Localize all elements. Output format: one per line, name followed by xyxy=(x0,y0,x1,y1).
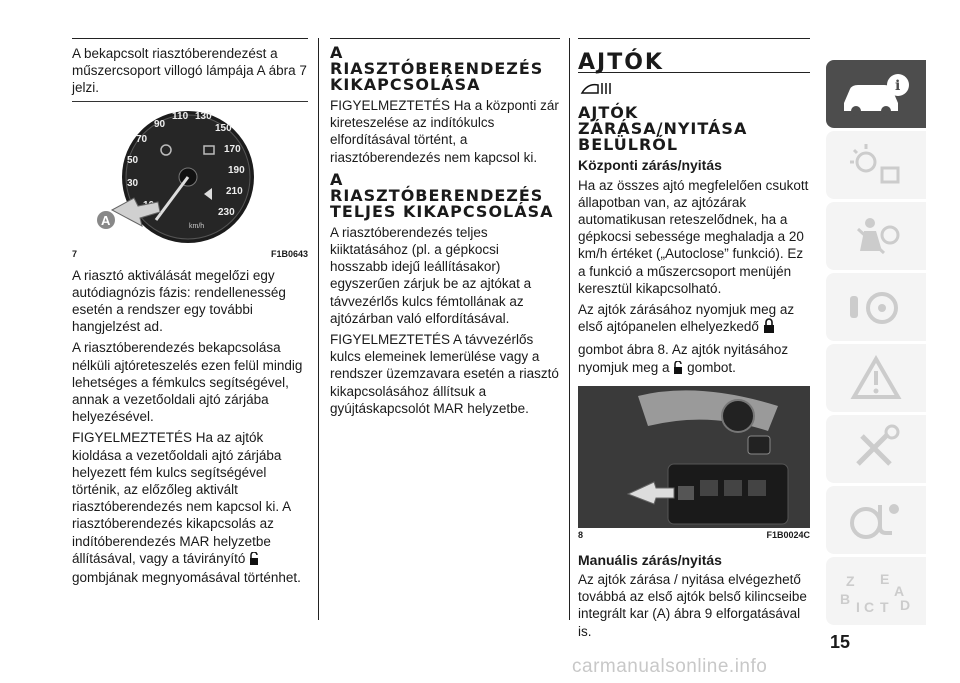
airbag-icon xyxy=(836,211,916,261)
subheading: Manuális zárás/nyitás xyxy=(578,551,722,568)
speed-label: 70 xyxy=(136,133,148,145)
tab-airbag[interactable] xyxy=(826,202,926,270)
index-letter: A xyxy=(894,583,905,599)
paragraph-text: gombjának megnyomásával történhet. xyxy=(72,570,301,586)
tab-key-steering[interactable] xyxy=(826,273,926,341)
speed-label: 30 xyxy=(127,177,139,189)
tab-index[interactable] xyxy=(826,557,926,625)
paragraph: Az ajtók zárása / nyitása elvégezhető továbbá az első ajtók belső kilincseibe integrált kar (A) ábra 9 elforgatásával is. xyxy=(578,572,807,639)
unlock-icon xyxy=(249,552,259,569)
subheading: Központi zárás/nyitás xyxy=(578,157,722,174)
paragraph: A riasztóberendezés teljes kiiktatásához (pl. a gépkocsi hosszabb idejű leállításakor) egyszerűen zárjuk be az ajtókat a távvezérlős kulcs fémtollának az ajtózárban való elfordításával. xyxy=(330,224,532,326)
speed-label: 90 xyxy=(154,118,166,130)
speed-label: 50 xyxy=(127,154,139,166)
paragraph: A riasztóberendezés bekapcsolása nélküli ajtóreteszelés ezen felül mindig lehetséges a fémkulcs segítségével, annak a vezetőoldali ajtó zárjába helyezésével. xyxy=(72,340,303,425)
col3-top-rule xyxy=(578,38,810,39)
separator-1 xyxy=(318,38,319,620)
speedometer-figure xyxy=(72,101,308,247)
warning-icon xyxy=(836,353,916,403)
tab-specs[interactable] xyxy=(826,486,926,554)
lights-icon xyxy=(836,140,916,190)
index-letter: B xyxy=(840,591,851,607)
figure-7-caption xyxy=(72,249,308,259)
footer-watermark: carmanualsonline.info xyxy=(572,656,768,677)
paragraph: A riasztó aktiválását megelőzi egy autódiagnózis fázis: rendellenesség esetén a rendszer egy további hangjelzést ad. xyxy=(72,267,286,335)
speed-label: 150 xyxy=(215,122,232,134)
intro-paragraph: A bekapcsolt riasztóberendezést a műszercsoport villogó lámpája A ábra 7 jelzi. xyxy=(72,46,307,96)
figure-code: F1B0024C xyxy=(766,529,810,540)
svg-text:i: i xyxy=(895,78,901,94)
car-info-icon xyxy=(836,69,916,119)
page-number: 15 xyxy=(830,632,851,652)
key-steering-icon xyxy=(836,282,916,332)
tab-lights[interactable] xyxy=(826,131,926,199)
speed-label: 110 xyxy=(172,110,189,122)
unlock-icon xyxy=(673,361,683,378)
col2-top-rule xyxy=(330,38,560,39)
lock-icon xyxy=(763,318,775,337)
tools-icon xyxy=(836,424,916,474)
paragraph-text: FIGYELMEZTETÉS Ha az ajtók kioldása a vezetőoldali ajtó zárjába helyezett fém kulcs segítségével történik, az előzőleg aktivált riasztóberendezés nem kapcsol ki. A riasztóberendezés kikapcsolás az indítóberendezés MAR helyzetbe állításával, vagy a távirányító xyxy=(72,430,291,566)
chapter-tabs xyxy=(826,60,926,628)
paragraph xyxy=(578,341,810,377)
marker-a: A xyxy=(101,212,111,228)
paragraph-text: gombot ábra 8. Az ajtók nyitásához nyomjuk meg a xyxy=(578,342,789,375)
speed-label: 170 xyxy=(224,143,241,155)
warning-paragraph xyxy=(72,429,308,586)
door-panel-photo xyxy=(578,386,810,528)
paragraph: FIGYELMEZTETÉS A távvezérlős kulcs elemeinek lemerülése vagy a rendszer üzemzavara esetén a riasztó kikapcsolásához állítsuk a gyújtáskapcsolót MAR helyzetbe. xyxy=(330,332,559,416)
index-letter: C xyxy=(864,599,875,615)
speedometer-drawing xyxy=(72,102,308,247)
col1-top-rule xyxy=(72,38,308,39)
tab-tools[interactable] xyxy=(826,415,926,483)
section-heading: AJTÓK ZÁRÁSA/NYITÁSA BELÜLRŐL xyxy=(578,103,748,155)
door-panel-drawing xyxy=(578,386,810,528)
index-icon xyxy=(836,566,916,616)
paragraph: FIGYELMEZTETÉS Ha a központi zár kireteszelése az indítókulcs elfordításával történt, a riasztóberendezés nem kapcsol ki. xyxy=(330,98,559,165)
index-letter: D xyxy=(900,597,911,613)
door-icon xyxy=(578,79,810,101)
figure-8-caption xyxy=(578,530,810,540)
section-heading: A RIASZTÓBERENDEZÉS KIKAPCSOLÁSA xyxy=(330,43,544,94)
tab-warning[interactable] xyxy=(826,344,926,412)
speed-label: 230 xyxy=(218,206,235,218)
separator-2 xyxy=(569,38,570,620)
paragraph-text: Az ajtók zárásához nyomjuk meg az első ajtópanelen elhelyezkedő xyxy=(578,302,795,335)
specs-icon xyxy=(836,495,916,545)
speed-label: 190 xyxy=(228,164,245,176)
paragraph xyxy=(578,301,810,337)
page-title: AJTÓK xyxy=(578,50,664,75)
unit-label: km/h xyxy=(189,222,205,230)
column-1 xyxy=(72,45,308,590)
section-heading: A RIASZTÓBERENDEZÉS TELJES KIKAPCSOLÁSA xyxy=(330,169,554,221)
index-letter: T xyxy=(880,599,889,615)
index-letter: E xyxy=(880,571,890,587)
speed-label: 130 xyxy=(195,110,212,122)
speed-label: 210 xyxy=(226,185,243,197)
column-3 xyxy=(578,40,810,644)
column-2 xyxy=(330,45,560,421)
paragraph: Ha az összes ajtó megfelelően csukott állapotban van, az ajtózárak automatikusan reteszelődnek, ha a gépkocsi sebessége meghaladja a 20 km/h értéket („Autoclose” funkció). Ez a funkció a műszercsoport menüjén keresztül kikapcsolható. xyxy=(578,177,809,296)
figure-code: F1B0643 xyxy=(270,248,308,259)
index-letter: I xyxy=(856,599,860,615)
figure-number: 7 xyxy=(72,248,78,259)
index-letter: Z xyxy=(846,573,855,589)
figure-number: 8 xyxy=(578,529,584,540)
paragraph-text: gombot. xyxy=(687,359,736,375)
tab-car-info[interactable] xyxy=(826,60,926,128)
